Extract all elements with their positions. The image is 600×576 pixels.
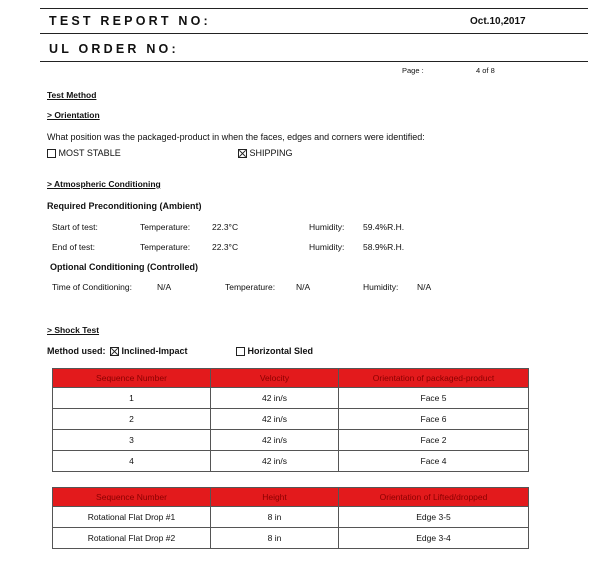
table-cell: Face 6 bbox=[339, 409, 529, 430]
shipping-checkbox[interactable] bbox=[238, 149, 247, 158]
table-cell: 4 bbox=[53, 451, 211, 472]
shipping-label: SHIPPING bbox=[249, 148, 293, 158]
most-stable-checkbox[interactable] bbox=[47, 149, 56, 158]
end-temperature-value: 22.3°C bbox=[212, 242, 239, 252]
table-header-row bbox=[53, 488, 529, 507]
orientation-question: What position was the packaged-product in when the faces, edges and corners were identified: bbox=[47, 132, 425, 142]
report-date: Oct.10,2017 bbox=[470, 16, 526, 27]
shipping-option[interactable] bbox=[238, 148, 293, 158]
optional-temperature-label: Temperature: bbox=[225, 282, 276, 292]
table-row bbox=[53, 451, 529, 472]
optional-temperature-value: N/A bbox=[296, 282, 311, 292]
horizontal-sled-label: Horizontal Sled bbox=[247, 346, 314, 356]
table-row bbox=[53, 507, 529, 528]
optional-humidity-value: N/A bbox=[417, 282, 432, 292]
table-cell: 42 in/s bbox=[211, 451, 339, 472]
start-temperature-label: Temperature: bbox=[140, 222, 191, 232]
end-temperature-label: Temperature: bbox=[140, 242, 191, 252]
page-number: 4 of 8 bbox=[476, 66, 495, 75]
rotational-drop-table bbox=[52, 487, 529, 549]
table-cell: 42 in/s bbox=[211, 430, 339, 451]
table-row bbox=[53, 528, 529, 549]
table-cell: 8 in bbox=[211, 528, 339, 549]
optional-conditioning-title: Optional Conditioning (Controlled) bbox=[50, 262, 198, 272]
table-cell: 42 in/s bbox=[211, 409, 339, 430]
table-cell: 3 bbox=[53, 430, 211, 451]
table-cell: Face 2 bbox=[339, 430, 529, 451]
required-preconditioning-title: Required Preconditioning (Ambient) bbox=[47, 201, 202, 211]
start-humidity-value: 59.4%R.H. bbox=[363, 222, 405, 232]
end-of-test-label: End of test: bbox=[52, 242, 95, 252]
table-cell: Face 5 bbox=[339, 388, 529, 409]
shock-sequence-table bbox=[52, 368, 529, 472]
inclined-impact-checkbox[interactable] bbox=[110, 347, 119, 356]
most-stable-option[interactable] bbox=[47, 148, 121, 158]
column-header: Velocity bbox=[211, 369, 339, 388]
table-cell: 1 bbox=[53, 388, 211, 409]
table-row bbox=[53, 430, 529, 451]
horizontal-sled-option[interactable] bbox=[236, 346, 313, 356]
table-cell: 8 in bbox=[211, 507, 339, 528]
column-header: Height bbox=[211, 488, 339, 507]
table-cell: Edge 3-4 bbox=[339, 528, 529, 549]
header-bottom-rule bbox=[40, 61, 588, 62]
optional-humidity-label: Humidity: bbox=[363, 282, 399, 292]
header-top-rule bbox=[40, 8, 588, 9]
horizontal-sled-checkbox[interactable] bbox=[236, 347, 245, 356]
shock-test-heading: > Shock Test bbox=[47, 325, 100, 335]
atmospheric-heading: > Atmospheric Conditioning bbox=[47, 179, 161, 189]
test-method-heading: Test Method bbox=[47, 90, 97, 100]
table-cell: 2 bbox=[53, 409, 211, 430]
time-of-conditioning-value: N/A bbox=[157, 282, 172, 292]
end-humidity-value: 58.9%R.H. bbox=[363, 242, 405, 252]
orientation-heading: > Orientation bbox=[47, 110, 100, 120]
column-header: Sequence Number bbox=[53, 488, 211, 507]
most-stable-label: MOST STABLE bbox=[58, 148, 121, 158]
ul-order-label: UL ORDER NO: bbox=[49, 42, 179, 56]
column-header: Orientation of packaged-product bbox=[339, 369, 529, 388]
table-cell: Edge 3-5 bbox=[339, 507, 529, 528]
inclined-impact-label: Inclined-Impact bbox=[121, 346, 188, 356]
table-cell: Face 4 bbox=[339, 451, 529, 472]
method-used-row bbox=[47, 346, 188, 356]
start-humidity-label: Humidity: bbox=[309, 222, 345, 232]
start-of-test-label: Start of test: bbox=[52, 222, 98, 232]
time-of-conditioning-label: Time of Conditioning: bbox=[52, 282, 133, 292]
end-humidity-label: Humidity: bbox=[309, 242, 345, 252]
table-row bbox=[53, 388, 529, 409]
table-cell: 42 in/s bbox=[211, 388, 339, 409]
column-header: Orientation of Lifted/dropped bbox=[339, 488, 529, 507]
column-header: Sequence Number bbox=[53, 369, 211, 388]
page-label: Page : bbox=[402, 66, 424, 75]
method-used-label: Method used: bbox=[47, 346, 106, 356]
header-middle-rule bbox=[40, 33, 588, 34]
table-row bbox=[53, 409, 529, 430]
test-report-label: TEST REPORT NO: bbox=[49, 14, 211, 28]
table-header-row bbox=[53, 369, 529, 388]
start-temperature-value: 22.3°C bbox=[212, 222, 239, 232]
table-cell: Rotational Flat Drop #1 bbox=[53, 507, 211, 528]
table-cell: Rotational Flat Drop #2 bbox=[53, 528, 211, 549]
